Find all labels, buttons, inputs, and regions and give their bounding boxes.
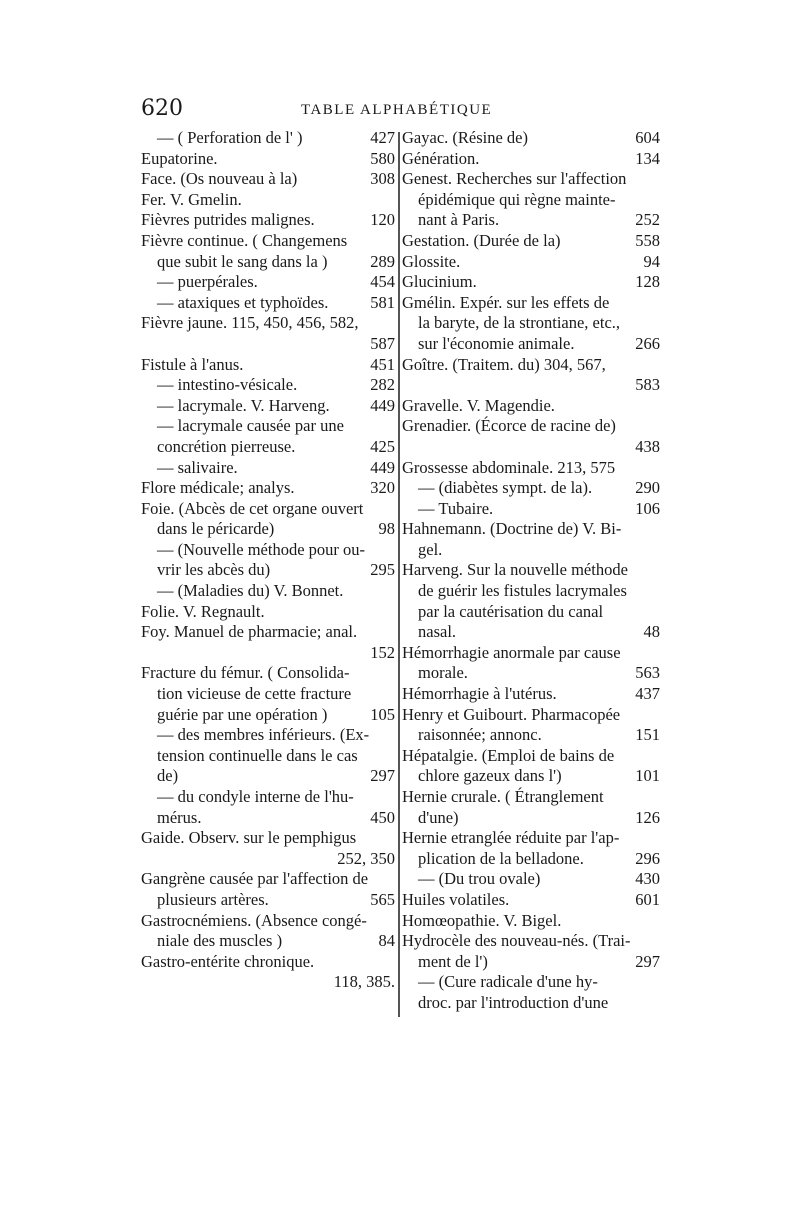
index-line [141, 355, 399, 376]
index-entry-text: morale. [418, 663, 468, 683]
index-line [402, 458, 664, 479]
index-line [141, 746, 399, 767]
index-entry-text: Hémorrhagie à l'utérus. [402, 684, 557, 704]
index-entry-text: Gayac. (Résine de) [402, 128, 528, 147]
index-entry-text: Folie. V. Regnault. [141, 601, 265, 621]
index-page-ref: 425 [370, 436, 395, 456]
index-line [402, 972, 664, 993]
index-page-ref: 580 [370, 148, 395, 168]
index-page-ref: 427 [370, 128, 395, 147]
index-entry-text: — (Du trou ovale) [418, 869, 541, 889]
index-entry-text: Eupatorine. [141, 148, 218, 168]
index-entry-text: concrétion pierreuse. [157, 436, 296, 456]
index-entry-text: sur l'économie animale. [418, 333, 575, 353]
index-line [141, 499, 399, 520]
index-page-ref: 128 [635, 272, 660, 292]
index-entry-text: — ataxiques et typhoïdes. [157, 292, 329, 312]
index-page-ref: 587 [370, 333, 395, 353]
index-entry-text: — (diabètes sympt. de la). [418, 478, 593, 498]
index-entry-text: Huiles volatiles. [402, 889, 510, 909]
index-line [402, 231, 664, 252]
index-line [141, 663, 399, 684]
index-line [141, 890, 399, 911]
index-line [402, 355, 664, 376]
index-entry-text: Face. (Os nouveau à la) [141, 169, 298, 189]
index-line [402, 540, 664, 561]
index-entry-text: Glossite. [402, 251, 461, 271]
index-line [141, 972, 399, 993]
index-line [141, 787, 399, 808]
index-page-ref: 94 [643, 251, 660, 271]
index-line [402, 746, 664, 767]
index-line [141, 396, 399, 417]
index-line [402, 931, 664, 952]
index-page-ref: 118, 385. [333, 972, 395, 992]
index-line [141, 725, 399, 746]
index-line [141, 190, 399, 211]
index-entry-text: Hémorrhagie anormale par cause [402, 642, 621, 662]
index-entry-text: plusieurs artères. [157, 889, 269, 909]
index-line [402, 375, 664, 396]
index-line [402, 725, 664, 746]
index-line [402, 272, 664, 293]
index-page-ref: 105 [370, 704, 395, 724]
index-page-ref: 84 [378, 931, 395, 951]
index-entry-text: Fièvre jaune. 115, 450, 456, 582, [141, 313, 359, 333]
index-entry-text: Gmélin. Expér. sur les effets de [402, 292, 610, 312]
index-page-ref: 320 [370, 478, 395, 498]
index-entry-text: Hydrocèle des nouveau-nés. (Trai- [402, 931, 631, 951]
index-entry-text: Foie. (Abcès de cet organe ouvert [141, 498, 364, 518]
index-line [402, 890, 664, 911]
index-page-ref: 430 [635, 869, 660, 889]
index-entry-text: Henry et Guibourt. Pharmacopée [402, 704, 621, 724]
index-page-ref: 295 [370, 560, 395, 580]
index-entry-text: nasal. [418, 622, 457, 642]
index-entry-text: — (Nouvelle méthode pour ou- [157, 539, 366, 559]
index-page-ref: 437 [635, 684, 660, 704]
index-entry-text: Flore médicale; analys. [141, 478, 295, 498]
index-line [402, 581, 664, 602]
index-page-ref: 438 [635, 436, 660, 456]
index-page-ref: 449 [370, 457, 395, 477]
index-line [402, 313, 664, 334]
index-page-ref: 563 [635, 663, 660, 683]
index-page-ref: 252, 350 [337, 848, 395, 868]
index-line [402, 684, 664, 705]
index-line [402, 210, 664, 231]
index-line [141, 252, 399, 273]
index-line [141, 766, 399, 787]
index-page-ref: 101 [635, 766, 660, 786]
index-line [141, 231, 399, 252]
index-line [402, 643, 664, 664]
index-line [141, 808, 399, 829]
index-entry-text: mérus. [157, 807, 202, 827]
index-page-ref: 454 [370, 272, 395, 292]
index-line [141, 272, 399, 293]
index-entry-text: — lacrymale causée par une [157, 416, 344, 436]
index-line [402, 190, 664, 211]
index-page-ref: 296 [635, 848, 660, 868]
index-entry-text: vrir les abcès du) [157, 560, 271, 580]
index-entry-text: Genest. Recherches sur l'affection [402, 169, 627, 189]
index-entry-text: guérie par une opération ) [157, 704, 328, 724]
index-line [141, 169, 399, 190]
index-entry-text: Hernie etranglée réduite par l'ap- [402, 828, 620, 848]
index-line [141, 581, 399, 602]
index-entry-text: — des membres inférieurs. (Ex- [157, 725, 370, 745]
index-entry-text: Gestation. (Durée de la) [402, 230, 561, 250]
index-entry-text: Foy. Manuel de pharmacie; anal. [141, 622, 358, 642]
index-entry-text: — salivaire. [157, 457, 238, 477]
index-line [402, 169, 664, 190]
index-entry-text: Hahnemann. (Doctrine de) V. Bi- [402, 519, 622, 539]
index-entry-text: Harveng. Sur la nouvelle méthode [402, 560, 628, 580]
index-line [402, 293, 664, 314]
index-entry-text: que subit le sang dans la ) [157, 251, 328, 271]
index-line [141, 911, 399, 932]
index-entry-text: — (Maladies du) V. Bonnet. [157, 581, 344, 601]
index-line [141, 437, 399, 458]
index-entry-text: dans le péricarde) [157, 519, 275, 539]
index-line [141, 684, 399, 705]
index-page-ref: 451 [370, 354, 395, 374]
index-entry-text: Grossesse abdominale. 213, 575 [402, 457, 616, 477]
index-entry-text: nant à Paris. [418, 210, 500, 230]
index-entry-text: par la cautérisation du canal [418, 601, 604, 621]
index-entry-text: Fièvre continue. ( Changemens [141, 230, 348, 250]
index-page-ref: 126 [635, 807, 660, 827]
index-line [402, 499, 664, 520]
index-entry-text: Fer. V. Gmelin. [141, 189, 242, 209]
index-entry-text: Hernie crurale. ( Étranglement [402, 787, 604, 806]
index-line [402, 828, 664, 849]
index-page-ref: 289 [370, 251, 395, 271]
index-line [141, 313, 399, 334]
index-page-ref: 297 [635, 951, 660, 971]
index-page-ref: 48 [643, 622, 660, 642]
index-entry-text: de) [157, 766, 179, 786]
index-line [402, 808, 664, 829]
index-page-ref: 581 [370, 292, 395, 312]
index-entry-text: Goître. (Traitem. du) 304, 567, [402, 354, 606, 374]
index-entry-text: Gastro-entérite chronique. [141, 951, 315, 971]
index-line [141, 149, 399, 170]
index-line [141, 952, 399, 973]
index-page-ref: 601 [635, 889, 660, 909]
index-page-ref: 450 [370, 807, 395, 827]
index-page-ref: 290 [635, 478, 660, 498]
index-line [402, 149, 664, 170]
index-page-ref: 297 [370, 766, 395, 786]
index-line [402, 478, 664, 499]
index-line [141, 375, 399, 396]
index-entry-text: — (Cure radicale d'une hy- [418, 972, 598, 992]
index-line [141, 416, 399, 437]
index-entry-text: raisonnée; annonc. [418, 725, 542, 745]
column-divider [398, 132, 400, 1017]
index-entry-text: — ( Perforation de l' ) [157, 128, 303, 147]
running-title: TABLE ALPHABÉTIQUE [301, 102, 493, 118]
index-page-ref: 308 [370, 169, 395, 189]
index-page-ref: 558 [635, 230, 660, 250]
index-entry-text: Fièvres putrides malignes. [141, 210, 315, 230]
index-line [402, 766, 664, 787]
index-line [402, 602, 664, 623]
index-line [141, 705, 399, 726]
index-entry-text: Fracture du fémur. ( Consolida- [141, 663, 350, 683]
index-line [402, 416, 664, 437]
page-header [141, 96, 669, 128]
index-entry-text: ment de l') [418, 951, 488, 971]
index-line [141, 519, 399, 540]
index-page-ref: 252 [635, 210, 660, 230]
index-page-ref: 565 [370, 889, 395, 909]
index-line [402, 128, 664, 149]
index-line [141, 602, 399, 623]
index-line [402, 705, 664, 726]
index-entry-text: tion vicieuse de cette fracture [157, 684, 352, 704]
index-page-ref: 134 [635, 148, 660, 168]
index-entry-text: Hépatalgie. (Emploi de bains de [402, 745, 615, 765]
index-line [141, 849, 399, 870]
index-entry-text: la baryte, de la strontiane, etc., [418, 313, 621, 333]
index-page-ref: 449 [370, 395, 395, 415]
index-entry-text: Génération. [402, 148, 480, 168]
index-line [402, 993, 664, 1014]
index-page-ref: 604 [635, 128, 660, 147]
index-line [141, 931, 399, 952]
index-entry-text: d'une) [418, 807, 459, 827]
index-entry-text: Gaide. Observ. sur le pemphigus [141, 828, 357, 848]
index-entry-text: — lacrymale. V. Harveng. [157, 395, 330, 415]
index-page-ref: 120 [370, 210, 395, 230]
page-number: 620 [141, 96, 183, 121]
index-line [402, 663, 664, 684]
index-entry-text: plication de la belladone. [418, 848, 584, 868]
index-line [402, 911, 664, 932]
index-entry-text: chlore gazeux dans l') [418, 766, 562, 786]
index-column-right [402, 128, 664, 1018]
index-line [141, 293, 399, 314]
index-line [402, 519, 664, 540]
index-line [402, 396, 664, 417]
index-line [402, 952, 664, 973]
index-entry-text: — puerpérales. [157, 272, 258, 292]
index-line [141, 828, 399, 849]
index-line [141, 622, 399, 643]
index-entry-text: Glucinium. [402, 272, 477, 292]
index-line [141, 540, 399, 561]
index-line [402, 869, 664, 890]
index-page-ref: 98 [378, 519, 395, 539]
index-line [141, 560, 399, 581]
index-line [402, 437, 664, 458]
index-line [141, 458, 399, 479]
index-entry-text: niale des muscles ) [157, 931, 283, 951]
index-page-ref: 152 [370, 642, 395, 662]
index-entry-text: droc. par l'introduction d'une [418, 992, 609, 1012]
index-page-ref: 266 [635, 333, 660, 353]
index-column-left [141, 128, 399, 1018]
index-line [402, 849, 664, 870]
index-entry-text: Gangrène causée par l'affection de [141, 869, 369, 889]
index-line [141, 643, 399, 664]
index-entry-text: gel. [418, 539, 443, 559]
index-entry-text: — du condyle interne de l'hu- [157, 787, 354, 806]
index-entry-text: Gravelle. V. Magendie. [402, 395, 555, 415]
index-line [141, 478, 399, 499]
index-page-ref: 151 [635, 725, 660, 745]
index-entry-text: de guérir les fistules lacrymales [418, 581, 627, 601]
index-line [402, 787, 664, 808]
index-entry-text: — Tubaire. [418, 498, 494, 518]
index-line [141, 334, 399, 355]
index-entry-text: tension continuelle dans le cas [157, 745, 358, 765]
index-entry-text: Grenadier. (Écorce de racine de) [402, 416, 616, 436]
index-line [141, 210, 399, 231]
index-line [402, 334, 664, 355]
index-line [141, 128, 399, 149]
index-entry-text: — intestino-vésicale. [157, 375, 298, 395]
index-line [402, 252, 664, 273]
index-page-ref: 583 [635, 375, 660, 395]
index-line [402, 622, 664, 643]
index-page-ref: 106 [635, 498, 660, 518]
index-entry-text: Homœopathie. V. Bigel. [402, 910, 562, 930]
index-entry-text: Gastrocnémiens. (Absence congé- [141, 910, 367, 930]
index-line [402, 560, 664, 581]
index-line [141, 869, 399, 890]
index-entry-text: épidémique qui règne mainte- [418, 189, 616, 209]
index-page-ref: 282 [370, 375, 395, 395]
index-entry-text: Fistule à l'anus. [141, 354, 244, 374]
